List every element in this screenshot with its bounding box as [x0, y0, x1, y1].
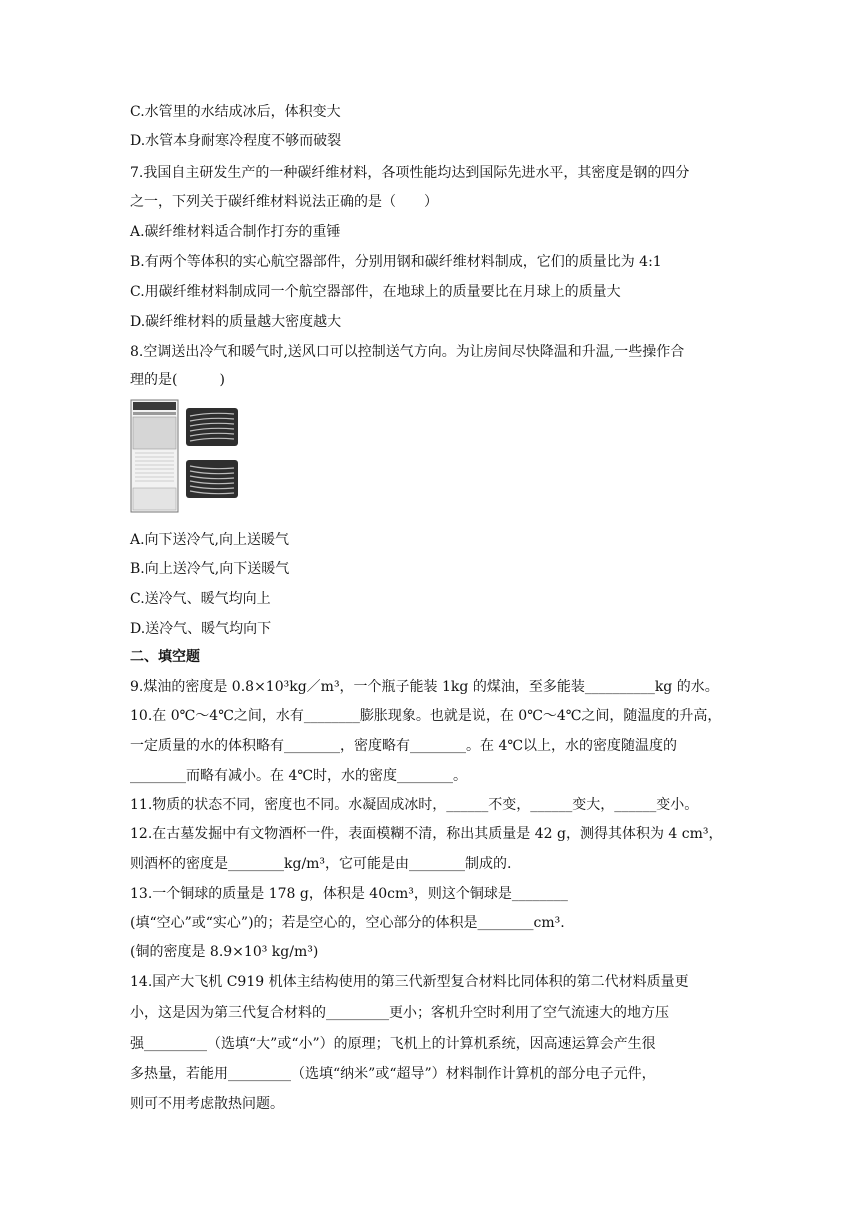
q6-option-c: C.水管里的水结成冰后，体积变大	[130, 104, 341, 120]
q13-note: (铜的密度是 8.9×10³ kg/m³)	[130, 944, 319, 960]
q8-option-c: C.送冷气、暖气均向上	[130, 591, 271, 607]
q10-line3: ________而略有减小。在 4℃时，水的密度________。	[130, 768, 468, 784]
q10-line2: 一定质量的水的体积略有________，密度略有________。在 4℃以上，水的密度随温度的	[130, 738, 678, 754]
q14-line4: 多热量，若能用_________（选填“纳米”或“超导”）材料制作计算机的部分电子元件，	[130, 1066, 656, 1082]
q12-line2: 则酒杯的密度是________kg/m³，它可能是由________制成的.	[130, 856, 512, 872]
q6-option-d: D.水管本身耐寒冷程度不够而破裂	[130, 133, 342, 149]
q8-option-d: D.送冷气、暖气均向下	[130, 621, 272, 637]
q8-stem-line1: 8.空调送出冷气和暖气时,送风口可以控制送气方向。为让房间尽快降温和升温,一些操作合	[130, 344, 685, 360]
q7-stem-line2: 之一，下列关于碳纤维材料说法正确的是（ ）	[130, 194, 438, 210]
q11-text: 11.物质的状态不同，密度也不同。水凝固成冰时，______不变，______变大，______变小。	[130, 797, 699, 813]
q12-line1: 12.在古墓发掘中有文物酒杯一件，表面模糊不清，称出其质量是 42 g，测得其体积为 4 cm³，	[130, 826, 723, 842]
q13-line2: (填“空心”或“实心”)的；若是空心的，空心部分的体积是________cm³.	[130, 915, 565, 931]
q9-text: 9.煤油的密度是 0.8×10³kg／m³，一个瓶子能装 1kg 的煤油，至多能装__________kg 的水。	[130, 679, 719, 695]
q14-line2: 小，这是因为第三代复合材料的_________更小；客机升空时利用了空气流速大的地方压	[130, 1005, 669, 1021]
q14-line3: 强_________（选填“大”或“小”）的原理；飞机上的计算机系统，因高速运算会产生很	[130, 1036, 656, 1052]
q8-option-b: B.向上送冷气,向下送暖气	[130, 561, 290, 577]
air-conditioner-figure	[130, 398, 240, 514]
q14-line1: 14.国产大飞机 C919 机体主结构使用的第三代新型复合材料比同体积的第二代材料质量更	[130, 974, 689, 990]
q7-option-d: D.碳纤维材料的质量越大密度越大	[130, 314, 342, 330]
q7-stem-line1: 7.我国自主研发生产的一种碳纤维材料，各项性能均达到国际先进水平，其密度是钢的四分	[130, 165, 690, 181]
q8-stem-line2: 理的是( )	[130, 372, 225, 388]
q13-line1: 13.一个铜球的质量是 178 g，体积是 40cm³，则这个铜球是________	[130, 886, 568, 902]
section-heading-fill-in: 二、填空题	[130, 649, 200, 665]
q14-line5: 则可不用考虑散热问题。	[130, 1096, 284, 1112]
q8-option-a: A.向下送冷气,向上送暖气	[130, 532, 290, 548]
q7-option-b: B.有两个等体积的实心航空器部件，分别用钢和碳纤维材料制成，它们的质量比为 4:1	[130, 254, 662, 270]
q10-line1: 10.在 0℃～4℃之间，水有________膨胀现象。也就是说，在 0℃～4℃之间，随温度的升高，	[130, 708, 722, 724]
q7-option-c: C.用碳纤维材料制成同一个航空器部件，在地球上的质量要比在月球上的质量大	[130, 284, 621, 300]
q7-option-a: A.碳纤维材料适合制作打夯的重锤	[130, 224, 341, 240]
air-conditioner-svg	[130, 398, 240, 514]
